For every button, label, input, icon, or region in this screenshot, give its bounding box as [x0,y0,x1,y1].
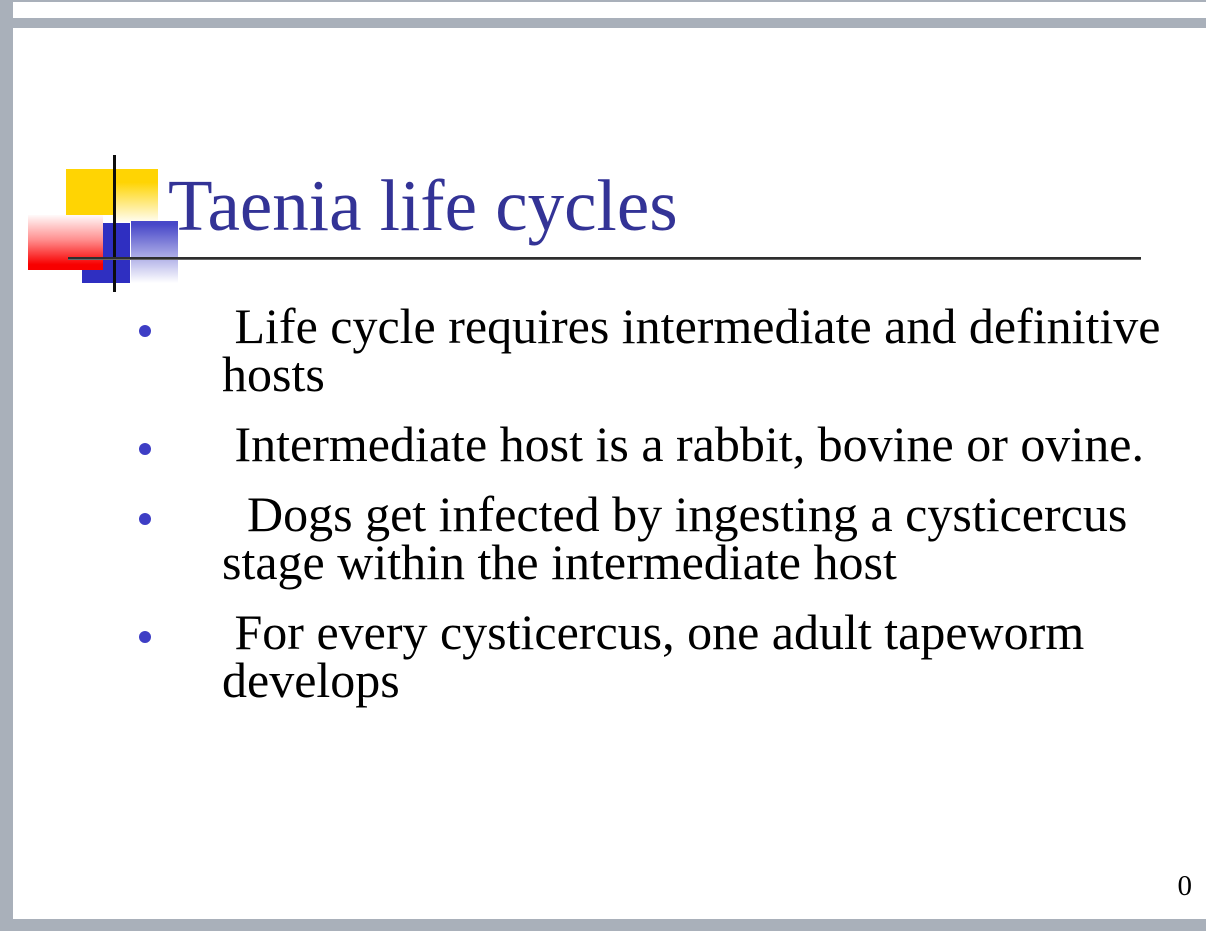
logo-yellow-gradient-square-icon [116,169,158,222]
bullet-dot-icon [139,443,151,455]
left-border-bar [0,0,13,931]
bullet-text: For every cysticercus, one adult tapeworm develops [222,604,1097,708]
logo-red-gradient-square-icon [28,215,103,270]
page-number: 0 [1177,870,1192,902]
top-thin-border-line [13,0,1206,2]
bullet-item [139,604,1175,708]
bullet-dot-icon [139,325,151,337]
bullet-dot-icon [139,513,151,525]
slide-title: Taenia life cycles [168,165,678,246]
bullet-text: Intermediate host is a rabbit, bovine or ovine. [222,416,1144,472]
bullet-item [139,416,1175,472]
bottom-border-bar [13,919,1206,931]
bullet-text: Dogs get infected by ingesting a cysticercus stage within the intermediate host [222,486,1140,590]
bullet-list [139,298,1175,726]
bullet-item [139,486,1175,590]
logo-yellow-square-icon [66,169,113,215]
title-divider-line [68,257,1141,260]
top-border-bar [13,18,1206,28]
bullet-dot-icon [139,631,151,643]
bullet-item [139,298,1175,402]
bullet-text: Life cycle requires intermediate and definitive hosts [222,298,1173,402]
logo-vertical-line [113,155,116,292]
